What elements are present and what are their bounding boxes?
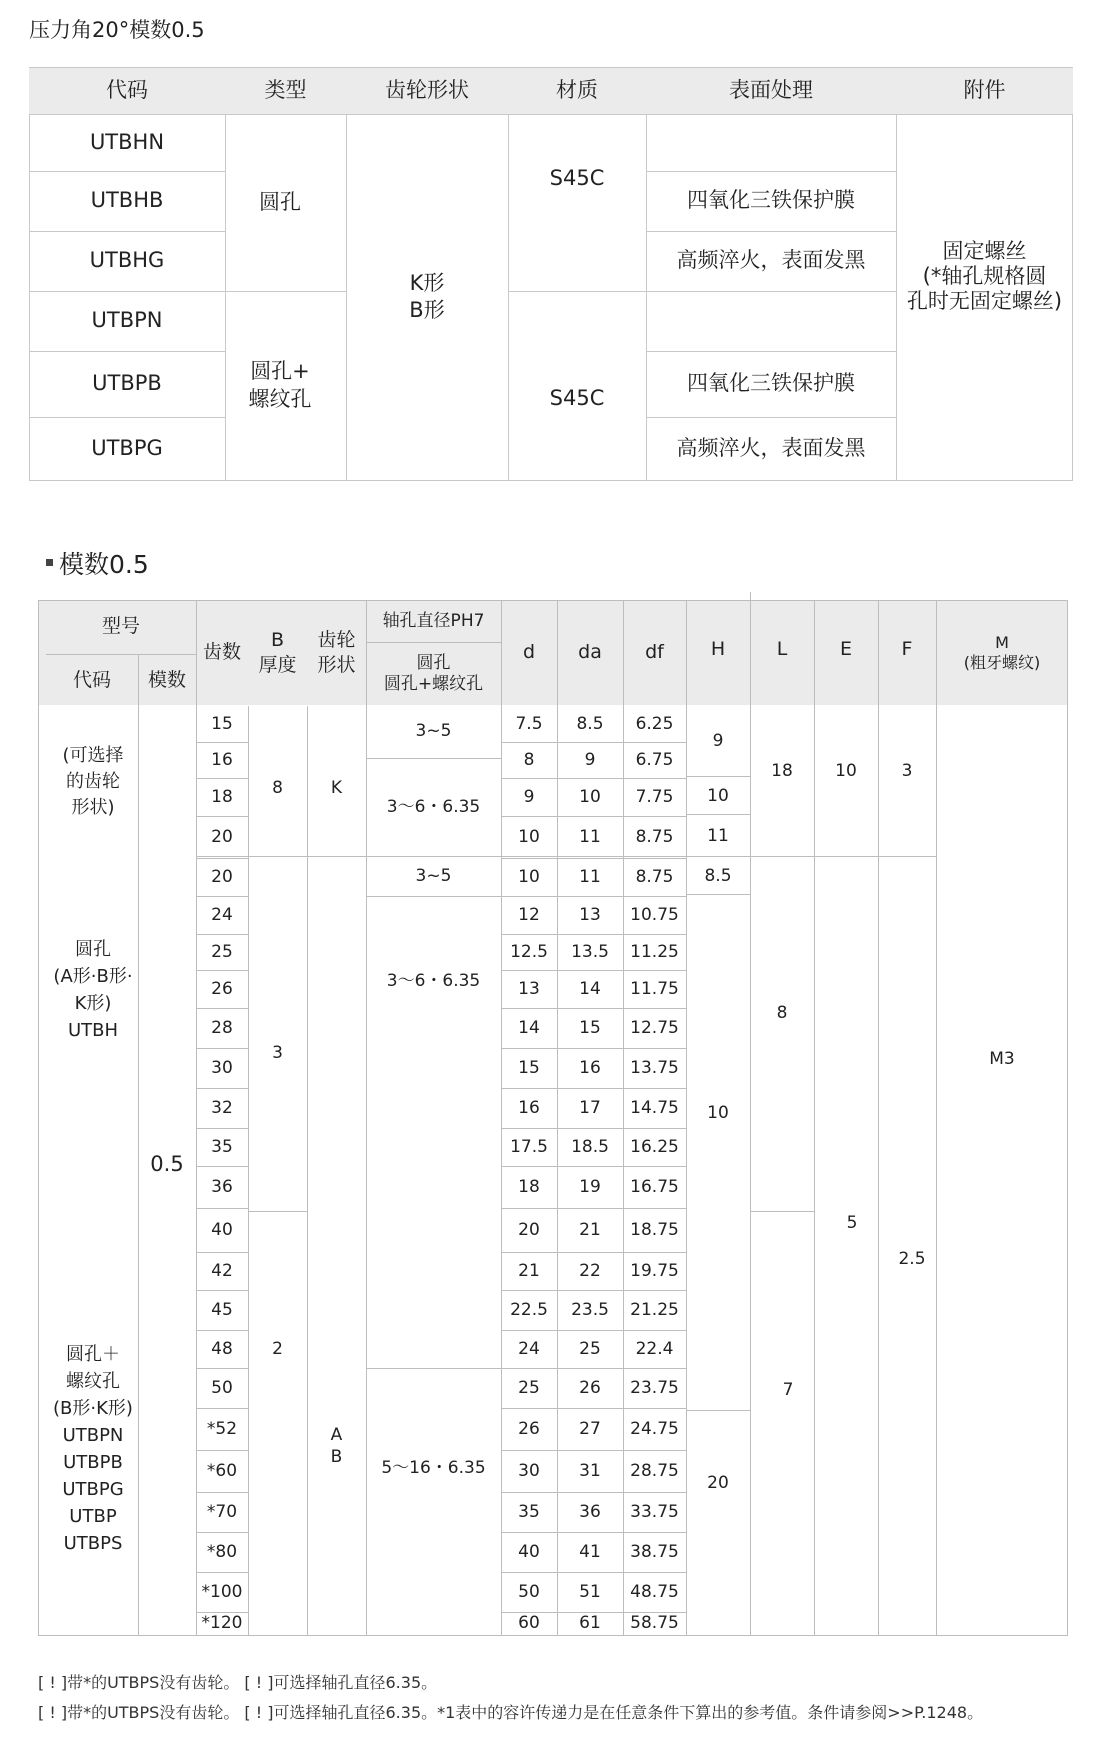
- t1-header-type: 类型: [264, 77, 307, 102]
- t2-b-value: 2: [272, 1338, 283, 1359]
- t2-header-code: 代码: [72, 668, 111, 691]
- t2-d-value: 8: [523, 749, 535, 770]
- t2-teeth-value: 15: [211, 713, 233, 734]
- t2-d-value: 7.5: [515, 713, 543, 734]
- t2-teeth-value: 25: [211, 941, 233, 962]
- t2-da-value: 19: [579, 1176, 601, 1197]
- t2-header-h: H: [710, 637, 726, 660]
- t2-header-module: 模数: [147, 668, 186, 691]
- t2-teeth-value: *120: [201, 1613, 243, 1634]
- t2-da-value: 61: [579, 1613, 601, 1634]
- t2-header-b-thickness: B 厚度: [258, 628, 297, 676]
- t2-df-value: 22.4: [635, 1338, 674, 1359]
- t2-teeth-value: *100: [201, 1581, 243, 1602]
- t2-df-value: 38.75: [630, 1541, 679, 1562]
- t2-h-value: 9: [712, 730, 724, 751]
- t2-d-value: 16: [518, 1097, 540, 1118]
- footnote: [ ! ]带*的UTBPS没有齿轮。 [ ! ]可选择轴孔直径6.35。: [38, 1673, 438, 1692]
- t2-teeth-value: 20: [211, 866, 233, 887]
- t2-h-value: 10: [707, 785, 729, 806]
- t2-header-e: E: [839, 637, 852, 660]
- t1-code: UTBPB: [92, 371, 162, 396]
- t2-bore-value: 3~5: [415, 865, 452, 886]
- t2-teeth-value: 24: [211, 904, 233, 925]
- section-title: 模数0.5: [59, 550, 149, 579]
- t2-da-value: 16: [579, 1057, 601, 1078]
- t2-e-value: 5: [846, 1212, 858, 1233]
- t2-bore-value: 3～6・6.35: [386, 970, 481, 991]
- t2-shape-value: A B: [330, 1424, 343, 1467]
- t1-surface: 高频淬火，表面发黑: [676, 248, 866, 273]
- t2-da-value: 36: [579, 1501, 601, 1522]
- t2-header-model: 型号: [101, 615, 140, 638]
- t2-teeth-value: 50: [211, 1377, 233, 1398]
- t2-d-value: 15: [518, 1057, 540, 1078]
- t2-code-group: 圆孔 (A形·B形· K形) UTBH: [53, 939, 133, 1041]
- t2-d-value: 35: [518, 1501, 540, 1522]
- t2-d-value: 50: [518, 1581, 540, 1602]
- t2-da-value: 11: [579, 866, 601, 887]
- t2-code-group: (可选择 的齿轮 形状): [62, 744, 124, 819]
- t2-header-m: M (粗牙螺纹): [963, 632, 1041, 672]
- t2-d-value: 14: [518, 1017, 540, 1038]
- t2-header-da: da: [578, 641, 602, 664]
- t1-material: S45C: [549, 166, 605, 191]
- t1-header-material: 材质: [556, 77, 598, 102]
- t2-header-teeth: 齿数: [202, 641, 241, 664]
- t2-df-value: 33.75: [630, 1501, 679, 1522]
- t2-d-value: 26: [518, 1418, 540, 1439]
- section-bullet-icon: [46, 559, 53, 566]
- t2-da-value: 31: [579, 1460, 601, 1481]
- t2-df-value: 19.75: [630, 1260, 679, 1281]
- t2-d-value: 12.5: [510, 941, 548, 962]
- t1-type: 圆孔: [259, 189, 301, 214]
- t2-df-value: 18.75: [630, 1219, 679, 1240]
- t2-teeth-value: 28: [211, 1017, 233, 1038]
- t2-da-value: 25: [579, 1338, 601, 1359]
- t2-d-value: 22.5: [510, 1299, 548, 1320]
- t2-teeth-value: 48: [211, 1338, 233, 1359]
- t1-surface: [646, 291, 896, 351]
- t1-header-surface: 表面处理: [729, 77, 813, 102]
- t1-code: UTBPG: [91, 435, 163, 460]
- t2-d-value: 21: [518, 1260, 540, 1281]
- footnote: [ ! ]带*的UTBPS没有齿轮。 [ ! ]可选择轴孔直径6.35。*1表中的容许传递力是在任意条件下算出的参考值。条件请参阅>>P.1248。: [38, 1703, 984, 1722]
- t2-teeth-value: 40: [211, 1219, 233, 1240]
- t2-b-value: 8: [272, 777, 283, 798]
- t2-da-value: 14: [579, 978, 601, 999]
- t2-da-value: 51: [579, 1581, 601, 1602]
- t1-code: UTBHB: [90, 188, 164, 213]
- t2-df-value: 23.75: [630, 1377, 679, 1398]
- t2-code-group: 圆孔＋ 螺纹孔 (B形·K形) UTBPN UTBPB UTBPG UTBP UTBPS: [53, 1344, 133, 1554]
- t2-d-value: 24: [518, 1338, 540, 1359]
- t2-teeth-value: 42: [211, 1260, 233, 1281]
- t2-da-value: 18.5: [571, 1136, 609, 1157]
- t2-shape-value: K: [330, 777, 343, 798]
- t2-m-value: M3: [989, 1048, 1015, 1069]
- t2-teeth-value: 16: [211, 749, 233, 770]
- t2-df-value: 58.75: [630, 1613, 679, 1634]
- t2-da-value: 41: [579, 1541, 601, 1562]
- t2-d-value: 9: [523, 786, 535, 807]
- t1-surface: 四氧化三铁保护膜: [687, 371, 855, 396]
- t2-d-value: 13: [518, 978, 540, 999]
- t2-da-value: 26: [579, 1377, 601, 1398]
- t2-header-gear-shape: 齿轮 形状: [317, 628, 356, 676]
- t2-f-value: 3: [901, 760, 913, 781]
- t2-df-value: 16.75: [630, 1176, 679, 1197]
- t2-d-value: 25: [518, 1377, 540, 1398]
- t1-header-code: 代码: [106, 77, 148, 102]
- t2-da-value: 22: [579, 1260, 601, 1281]
- t1-surface: 四氧化三铁保护膜: [687, 188, 855, 213]
- t2-teeth-value: 32: [211, 1097, 233, 1118]
- t2-d-value: 40: [518, 1541, 540, 1562]
- t2-l-value: 7: [782, 1379, 794, 1400]
- t2-df-value: 6.25: [635, 713, 674, 734]
- t2-df-value: 14.75: [630, 1097, 679, 1118]
- t2-l-value: 18: [771, 760, 793, 781]
- t2-da-value: 21: [579, 1219, 601, 1240]
- t1-type: 圆孔+ 螺纹孔: [248, 359, 312, 411]
- t2-bore-value: 3～6・6.35: [386, 796, 481, 817]
- t2-da-value: 9: [584, 749, 596, 770]
- t2-header-df: df: [645, 641, 664, 664]
- t2-d-value: 17.5: [510, 1136, 548, 1157]
- t2-d-value: 10: [518, 866, 540, 887]
- t2-bore-value: 5～16・6.35: [381, 1457, 486, 1478]
- t2-df-value: 10.75: [630, 904, 679, 925]
- t2-d-value: 12: [518, 904, 540, 925]
- t1-material: S45C: [549, 386, 605, 411]
- t2-header-bore-sub: 圆孔 圆孔+螺纹孔: [383, 652, 484, 694]
- t2-da-value: 13: [579, 904, 601, 925]
- t2-header-l: L: [776, 637, 788, 660]
- t1-header-gear-shape: 齿轮形状: [385, 77, 469, 102]
- t2-df-value: 11.75: [630, 978, 679, 999]
- t2-module-value: 0.5: [150, 1152, 184, 1177]
- page-title: 压力角20°模数0.5: [29, 18, 205, 42]
- t2-header-f: F: [901, 637, 913, 660]
- t2-df-value: 16.25: [630, 1136, 679, 1157]
- t2-teeth-value: *70: [206, 1501, 238, 1522]
- t2-df-value: 48.75: [630, 1581, 679, 1602]
- t2-df-value: 13.75: [630, 1057, 679, 1078]
- t2-df-value: 8.75: [635, 826, 674, 847]
- t1-surface: 高频淬火，表面发黑: [676, 435, 866, 460]
- t2-bore-value: 3~5: [415, 720, 452, 741]
- t2-da-value: 15: [579, 1017, 601, 1038]
- t2-d-value: 18: [518, 1176, 540, 1197]
- t2-teeth-value: 18: [211, 786, 233, 807]
- t2-df-value: 21.25: [630, 1299, 679, 1320]
- t2-df-value: 28.75: [630, 1460, 679, 1481]
- t2-f-value: 2.5: [898, 1248, 926, 1269]
- t2-da-value: 23.5: [571, 1299, 609, 1320]
- t2-df-value: 7.75: [635, 786, 674, 807]
- t2-d-value: 60: [518, 1613, 540, 1634]
- t1-gear-shape: K形 B形: [409, 270, 445, 322]
- t2-df-value: 6.75: [635, 749, 674, 770]
- t2-d-value: 20: [518, 1219, 540, 1240]
- t1-surface: [646, 114, 896, 171]
- t2-b-value: 3: [272, 1042, 283, 1063]
- t2-teeth-value: 36: [211, 1176, 233, 1197]
- t1-code: UTBHG: [89, 248, 165, 273]
- t2-da-value: 27: [579, 1418, 601, 1439]
- t2-h-value: 11: [707, 825, 729, 846]
- t2-teeth-value: *80: [206, 1541, 238, 1562]
- t2-df-value: 12.75: [630, 1017, 679, 1038]
- t2-header-bore: 轴孔直径PH7: [382, 610, 485, 631]
- t2-da-value: 10: [579, 786, 601, 807]
- t2-teeth-value: 26: [211, 978, 233, 999]
- t2-h-value: 10: [707, 1102, 729, 1123]
- t2-header-d: d: [522, 641, 536, 664]
- t2-da-value: 8.5: [576, 713, 604, 734]
- t2-h-value: 8.5: [704, 865, 732, 886]
- t2-d-value: 10: [518, 826, 540, 847]
- t1-code: UTBHN: [89, 129, 165, 154]
- t2-df-value: 24.75: [630, 1418, 679, 1439]
- t1-accessory: 固定螺丝 (*轴孔规格圆 孔时无固定螺丝): [906, 238, 1063, 314]
- t2-e-value: 10: [835, 760, 857, 781]
- t2-df-value: 8.75: [635, 866, 674, 887]
- t2-da-value: 11: [579, 826, 601, 847]
- t2-teeth-value: 45: [211, 1299, 233, 1320]
- t2-teeth-value: *60: [206, 1460, 238, 1481]
- t2-teeth-value: 30: [211, 1057, 233, 1078]
- t2-teeth-value: 35: [211, 1136, 233, 1157]
- t2-h-value: 20: [707, 1472, 729, 1493]
- t2-l-value: 8: [776, 1002, 788, 1023]
- t2-teeth-value: *52: [206, 1418, 238, 1439]
- t2-df-value: 11.25: [630, 941, 679, 962]
- t2-d-value: 30: [518, 1460, 540, 1481]
- t2-da-value: 13.5: [571, 941, 609, 962]
- t2-da-value: 17: [579, 1097, 601, 1118]
- t1-header-accessory: 附件: [963, 77, 1006, 102]
- t1-code: UTBPN: [91, 308, 163, 333]
- t2-teeth-value: 20: [211, 826, 233, 847]
